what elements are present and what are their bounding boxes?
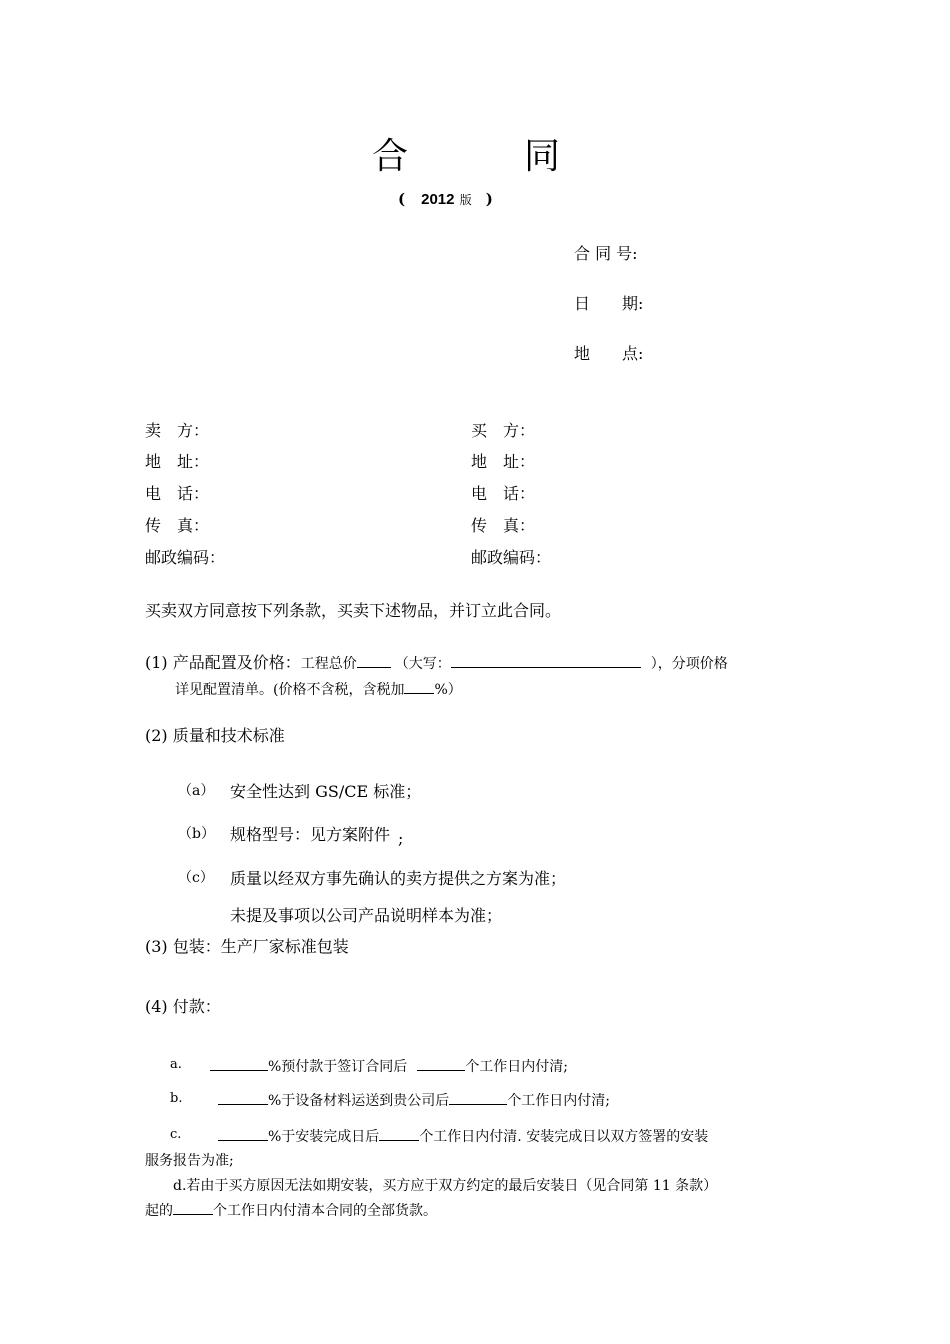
payment-d-suffix: 个工作日内付清本合同的全部货款。	[213, 1203, 437, 1219]
tax-percent-blank	[404, 678, 434, 694]
seller-phone-label: 电 话：	[145, 484, 210, 503]
payment-c-text-2: 个工作日内付清. 安装完成日以双方签署的安装	[419, 1129, 709, 1145]
payment-b-text-2: 个工作日内付清;	[507, 1093, 611, 1109]
payment-d-days-blank	[173, 1199, 213, 1215]
clause-2b-semicolon: ;	[398, 829, 404, 848]
payment-a-percent-blank	[210, 1055, 268, 1071]
payment-b-text-1: %于设备材料运送到贵公司后	[268, 1093, 450, 1109]
payment-b-marker: b.	[170, 1091, 183, 1106]
daxie-close-label: ），分项价格	[650, 656, 728, 672]
payment-d-prefix: 起的	[145, 1203, 173, 1219]
seller-fax-label: 传 真：	[145, 516, 210, 535]
payment-c-continuation: 服务报告为准;	[145, 1153, 234, 1169]
contract-place-label: 地 点:	[574, 344, 644, 363]
payment-b-line	[218, 1089, 610, 1110]
clause-2c-marker: （c）	[178, 870, 214, 886]
daxie-blank	[451, 652, 641, 668]
clause-2b-marker: （b）	[178, 826, 215, 842]
clause-1-line-2	[175, 678, 462, 699]
clause-2-heading: (2) 质量和技术标准	[145, 726, 285, 745]
seller-party-label: 卖 方：	[145, 421, 210, 440]
contract-date-label: 日 期:	[574, 294, 644, 313]
tax-percent-suffix: %）	[434, 682, 462, 698]
payment-a-days-blank	[417, 1055, 465, 1071]
payment-d-line-2	[145, 1199, 437, 1220]
total-price-label: 工程总价	[300, 656, 357, 672]
contract-number-label: 合 同 号:	[574, 244, 638, 263]
daxie-open-label: （大写：	[394, 656, 451, 672]
buyer-address-label: 地 址：	[471, 452, 536, 471]
edition-ban: 版	[459, 193, 472, 207]
payment-a-text-2: 个工作日内付清;	[465, 1059, 569, 1075]
clause-1-line-1	[145, 650, 728, 673]
payment-c-line	[218, 1125, 708, 1146]
clause-2c-text: 质量以经双方事先确认的卖方提供之方案为准；	[230, 869, 567, 888]
payment-b-days-blank	[449, 1089, 507, 1105]
clause-2b-line	[230, 822, 404, 848]
buyer-phone-label: 电 话：	[471, 484, 536, 503]
clause-4-heading: (4) 付款：	[145, 997, 221, 1016]
clause-2b-text: 规格型号：见方案附件	[230, 825, 391, 844]
payment-c-days-blank	[379, 1125, 419, 1141]
clause-3-heading: (3) 包装：生产厂家标准包装	[145, 937, 349, 956]
buyer-party-label: 买 方：	[471, 421, 536, 440]
intro-paragraph: 买卖双方同意按下列条款，买卖下述物品，并订立此合同。	[145, 601, 562, 620]
edition-close-paren: )	[485, 190, 493, 208]
payment-c-marker: c.	[170, 1127, 182, 1142]
total-price-blank	[357, 652, 391, 668]
seller-postcode-label: 邮政编码：	[145, 548, 226, 567]
edition-year: 2012	[421, 191, 455, 208]
contract-title: 合 同	[372, 136, 563, 177]
payment-b-percent-blank	[218, 1089, 268, 1105]
seller-address-label: 地 址：	[145, 452, 210, 471]
payment-d-line-1: d.若由于买方原因无法如期安装，买方应于双方约定的最后安装日（见合同第 11 条款）	[173, 1178, 718, 1194]
clause-1-heading: (1) 产品配置及价格：	[145, 653, 301, 672]
edition-line	[398, 190, 493, 208]
payment-c-text-1: %于安装完成日后	[268, 1129, 380, 1145]
payment-a-marker: a.	[170, 1057, 182, 1072]
edition-open-paren: (	[398, 190, 406, 208]
buyer-fax-label: 传 真：	[471, 516, 536, 535]
payment-a-text-1: %预付款于签订合同后	[268, 1059, 408, 1075]
clause-2c-continuation: 未提及事项以公司产品说明样本为准；	[230, 906, 503, 925]
payment-a-line	[210, 1055, 568, 1076]
buyer-postcode-label: 邮政编码：	[471, 548, 552, 567]
clause-2a-marker: （a）	[178, 783, 215, 799]
clause-2a-text: 安全性达到 GS/CE 标准；	[230, 782, 422, 801]
payment-c-percent-blank	[218, 1125, 268, 1141]
price-tax-note: 详见配置清单。(价格不含税，含税加	[175, 682, 405, 698]
